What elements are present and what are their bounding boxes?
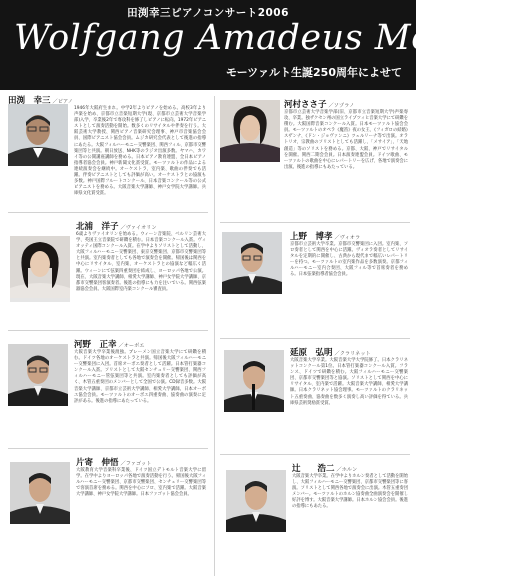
performer-role: ／ソプラノ (328, 103, 355, 109)
row-divider (8, 212, 208, 213)
row-divider (8, 448, 208, 449)
row-divider (220, 338, 410, 339)
performer-name: 北浦 洋子 (76, 222, 119, 232)
performer-photo (224, 350, 284, 412)
row-divider (220, 222, 410, 223)
performer-bio: 1946年大阪府生まれ。中学2年よりピアノを始める。高校3年より声楽を始め、京都市立音楽短期大学(現、京都市立芸術大学音楽学部)入学、卒業後2年で専攻科を修了しピアノに転向。1972年ピアニストとして演奏活動を開始。数多くのリサイタルや伴奏を行う。大阪芸術大学教授、関西ピアノ音楽研究会理事、神戸市音楽協会会員、国際ピアニスト協会会員。ムジカ研究会代表として後進の指導にあたる。大阪フィルハーモニー交響楽団、関西フィル、京都市交響楽団等と共演。朝日放送、NHK等のラジオ出演多数。ヤマハ、カワイ等の公開講座講師を務める。日本ピアノ教育連盟、全日本ピアノ指導者協会会員。神戸新聞文化賞受賞。モーツァルトの作品による連続演奏会を継続中。オーケストラ、室内楽、歌曲の伴奏でも活躍。伴奏ピアニストとしても評価が高い。オーケストラとの協演も多数。神戸国際フルートコンクール、日本音楽コンクール等の公式ピアニストを務める。大阪音楽大学講師、神戸女学院大学講師。兵庫県文化賞受賞。 (74, 106, 206, 197)
performer-name: 上野 博孝 (290, 232, 333, 242)
mozart-script-title: Wolfgang Amadeus Mozart (14, 18, 505, 58)
performer-bio: 大阪音楽大学卒業後渡独。ブレーメン国立音楽大学にて研鑽を積む。ドイツ各地のオーケストラと共演。帰国後大阪フィルハーモニー交響楽団に入団。首席オーボエ奏者として活躍。日本管打楽器コンクール入賞。ソリストとして大阪センチュリー交響楽団、関西フィルハーモニー管弦楽団等と共演。室内楽奏者としても評価が高く、木管五重奏団のメンバーとして全国で公演。CD録音多数。大阪音楽大学講師、京都市立芸術大学講師、相愛大学講師。日本オーボエ協会会員。モーツァルトのオーボエ四重奏曲、協奏曲の演奏に定評がある。後進の指導にあたっている。 (74, 350, 206, 404)
performer-name: 片寄 伸悟 (76, 458, 119, 468)
performer-role: ／ピアノ (52, 99, 73, 105)
performer-photo (220, 100, 280, 162)
performer-role: ／オーボエ (118, 343, 145, 349)
performer-role: ／ホルン (336, 467, 358, 473)
performer-bio: 京都市立芸術大学卒業。京都市交響楽団に入団。室内楽、ソロ奏者として関西を中心に活躍。ヴィオラ奏者としてリサイタルを定期的に開催し、古典から現代まで幅広いレパートリーを持つ。モーツァルトの室内楽作品を多数演奏。京都フィルハーモニー室内合奏団、大阪フィル等で首席奏者を務める。日本弦楽指導者協会会員。 (290, 242, 408, 278)
anniversary-subtitle: モーツァルト生誕250周年によせて (226, 66, 402, 79)
performer-name: 延原 弘明 (290, 348, 333, 358)
performer-photo (226, 470, 286, 532)
performer-photo (10, 236, 70, 302)
performer-photo (222, 232, 282, 294)
performer-name: 河村ささ子 (284, 100, 327, 110)
column-divider (214, 96, 215, 576)
performer-role: ／ファゴット (120, 461, 152, 467)
performer-bio: 大阪教育大学音楽科卒業後、ドイツ国立デトモルト音楽大学に留学。在学中よりヨーロッパ各地で演奏活動を行う。帰国後大阪フィルハーモニー交響楽団、京都市交響楽団、センチュリー交響楽団等で客演首席を務める。関西を中心にソロ、室内楽で活躍。大阪音楽大学講師、神戸女学院大学講師。日本ファゴット協会会員。 (76, 468, 206, 498)
performer-name: 河野 正幸 (74, 340, 117, 350)
performer-bio: 大阪音楽大学卒業。在学中よりホルン奏者として活動を開始し、大阪フィルハーモニー交響楽団、京都市交響楽団等に客演。ソリストとして関西各地で演奏会に出演。木管五重奏団メンバー。モーツァルトのホルン協奏曲全曲演奏会を開催し好評を博す。大阪音楽大学講師。日本ホルン協会会員。後進の指導にもあたる。 (292, 474, 408, 510)
row-divider (220, 454, 410, 455)
header-banner (0, 0, 505, 90)
performer-name: 辻 浩二 (292, 464, 335, 474)
performer-bio: 6歳よりヴァイオリンを始める。ウィーン音楽院、ベルリン芸術大学、英国王立音楽院で研鑽を積む。日本音楽コンクール入賞。ヴィオッティ国際コンクール入賞。在学中よりソリストとして活動し、大阪フィルハーモニー交響楽団、東京交響楽団、京都市交響楽団等と共演。室内楽奏者としても各地で演奏会を開催。帰国後は関西を中心にリサイタル、室内楽、オーケストラとの協演など幅広く活躍。ウィーンにて弦楽四重奏団を結成し、ヨーロッパ各地で公演。現在、大阪音楽大学講師、相愛大学講師、神戸女学院大学講師、京都市交響楽団客演奏者。後進の指導にも力を注いでいる。関西弦楽器協会会員。大阪国際室内楽コンクール審査員。 (76, 232, 206, 292)
performer-name: 田渕 幸三 (8, 96, 51, 106)
performer-role: ／クラリネット (334, 351, 371, 357)
concert-title: 田渕幸三ピアノコンサート2006 (127, 7, 289, 19)
performer-role: ／ヴィオラ (334, 235, 361, 241)
performer-photo (10, 462, 70, 524)
performer-role: ／ヴァイオリン (120, 225, 157, 231)
row-divider (8, 330, 208, 331)
performer-photo (8, 344, 68, 406)
performer-photo (8, 104, 68, 166)
performer-bio: 大阪音楽大学卒業。大阪音楽大学大学院修了。日本クラリネットコンクール第1位。日本管打楽器コンクール入賞。フランス、ドイツで研鑽を積む。大阪フィルハーモニー交響楽団、京都市交響楽団等と協演。ソリストとして関西を中心にリサイタル、室内楽で活躍。大阪音楽大学講師、相愛大学講師。日本クラリネット協会理事。モーツァルトのクラリネット五重奏曲、協奏曲を数多く演奏し高い評価を得ている。兵庫県芸術奨励賞受賞。 (290, 358, 408, 406)
performer-bio: 京都市立芸術大学音楽学部(旧、京都市立音楽短期大学)声楽専攻、卒業。独ザクセン州の国立ライプツィヒ音楽大学にて研鑽を積む。大阪国際音楽コンクール入賞。日本モーツァルト協会会員。モーツァルトのオペラ《魔笛》夜の女王、《フィガロの結婚》スザンナ、《ドン・ジョヴァンニ》ツェルリーナ等で出演。オラトリオ、宗教曲のソリストとしても活躍し、「メサイア」、「天地創造」等のソリストを務める。京都、大阪、神戸でリサイタルを開催。関西二期会会員。日本演奏連盟会員。ドイツ歌曲、モーツァルトの歌曲を中心にレパートリーを広げ、各地で演奏会に出演。後進の指導にもあたっている。 (284, 110, 408, 170)
